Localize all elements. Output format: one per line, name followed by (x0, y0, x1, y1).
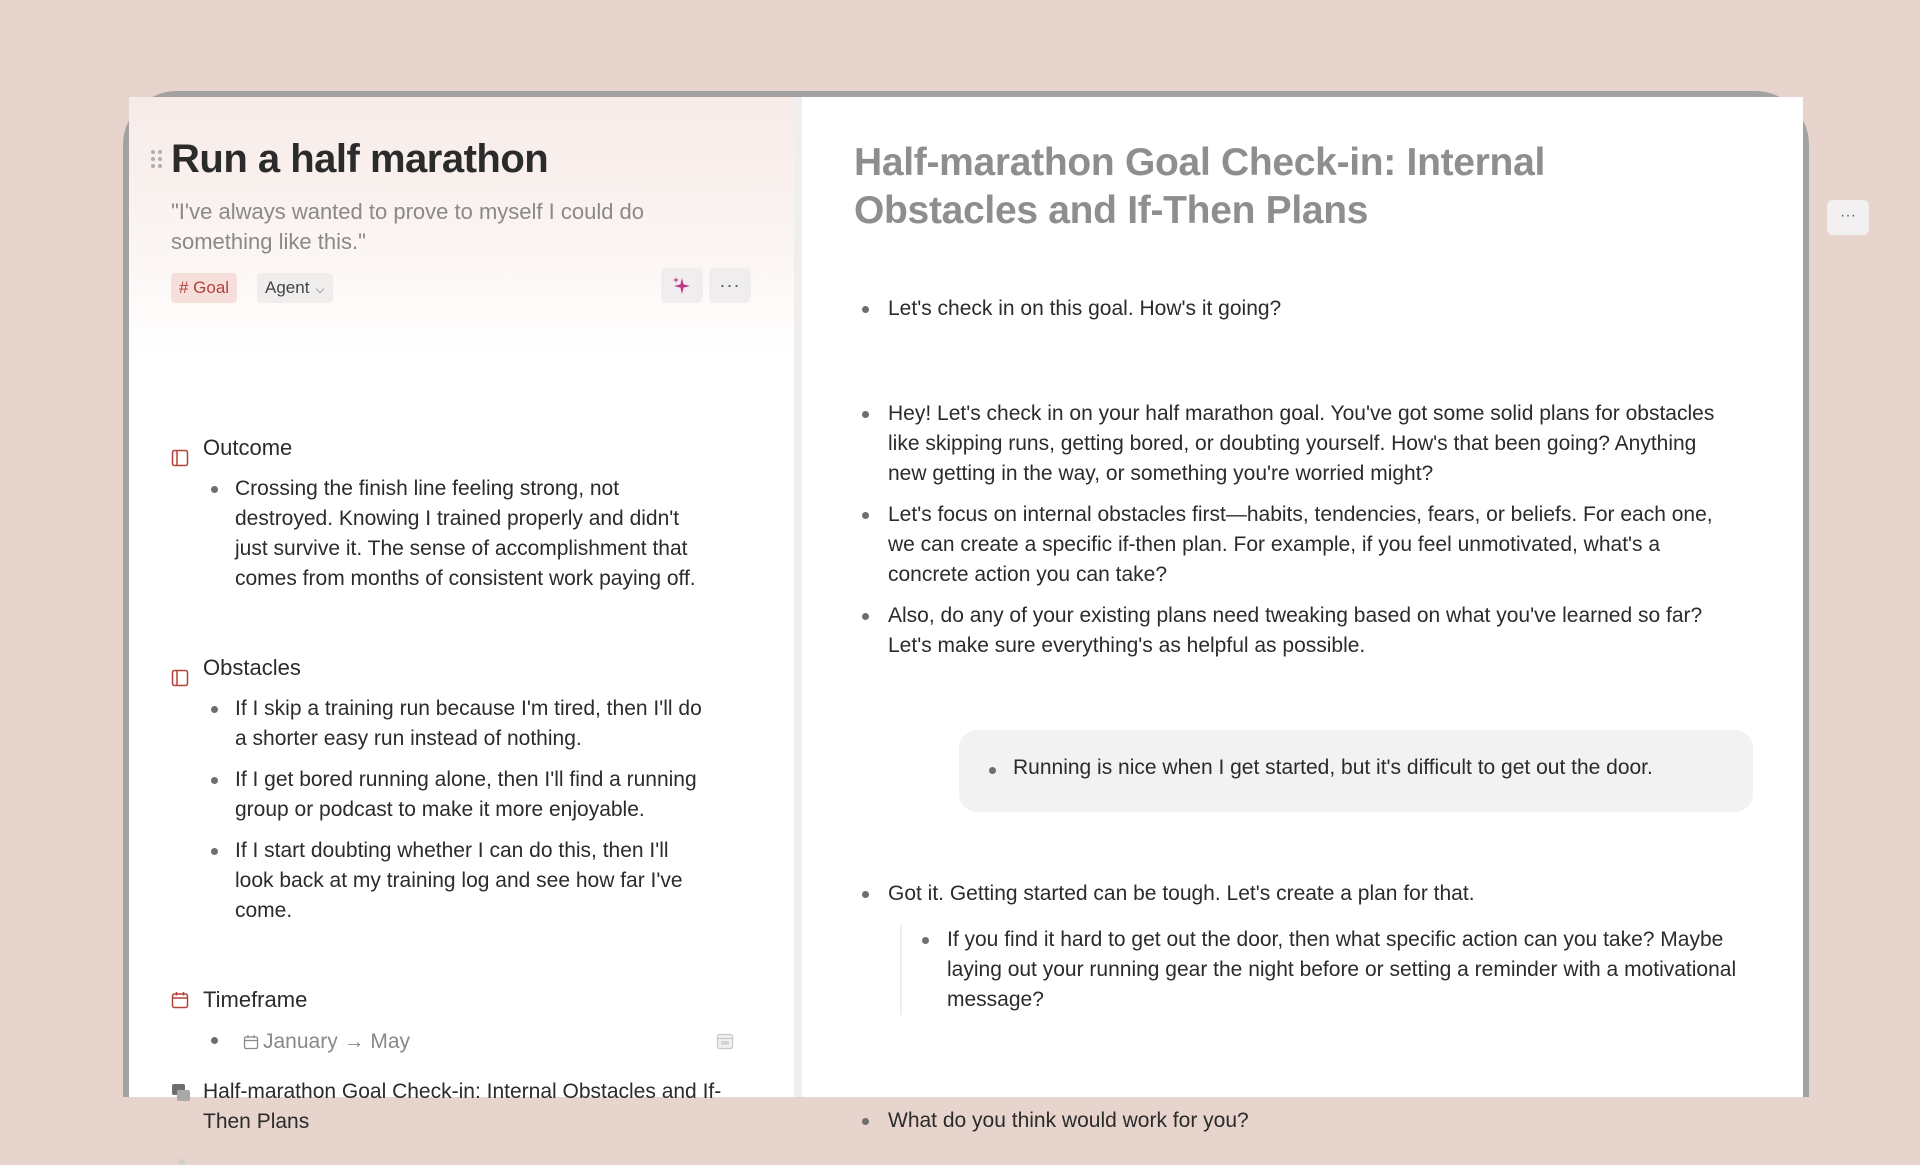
obstacles-label[interactable]: Obstacles (203, 655, 301, 680)
chat-page-icon (171, 1083, 191, 1103)
empty-bullet[interactable] (179, 1159, 185, 1165)
date-picker-icon[interactable] (716, 1032, 734, 1050)
obstacles-list (203, 694, 703, 937)
timeframe-label[interactable]: Timeframe (203, 987, 308, 1012)
agent-dropdown-label: Agent (265, 278, 310, 297)
outcome-list (203, 474, 703, 605)
user-message-bubble (959, 730, 1753, 812)
chat-panel (802, 97, 1856, 1132)
obstacles-section-icon (171, 669, 189, 687)
assistant-message-1 (854, 294, 1734, 335)
message-item[interactable]: Got it. Getting started can be tough. Let's create a plan for that. (854, 879, 1734, 909)
list-item[interactable]: If I get bored running alone, then I'll find a running group or podcast to make it more enjoyable. (203, 765, 703, 825)
assistant-message-3 (854, 879, 1734, 920)
drag-handle-icon[interactable] (151, 150, 165, 172)
chat-title[interactable]: Half-marathon Goal Check-in: Internal Obstacles and If-Then Plans (854, 141, 1545, 232)
message-item[interactable]: Let's focus on internal obstacles first—habits, tendencies, fears, or beliefs. For each one, we can create a specific if-then plan. For example, if you feel unmotivated, what's a concrete action you can take? (854, 500, 1734, 590)
calendar-icon (171, 991, 189, 1009)
outcome-section-icon (171, 449, 189, 467)
date-icon (243, 1034, 259, 1050)
message-item[interactable]: Also, do any of your existing plans need tweaking based on what you've learned so far? Let's make sure everything's as helpful as possible. (854, 601, 1734, 661)
more-options-button[interactable]: ··· (709, 268, 751, 303)
ai-sparkle-button[interactable] (661, 268, 703, 303)
sparkle-icon (672, 276, 692, 296)
message-item[interactable]: What do you think would work for you? (854, 1106, 1734, 1136)
goal-tag[interactable]: # Goal (171, 273, 237, 303)
assistant-message-2 (854, 399, 1734, 672)
linked-checkin-page[interactable]: Half-marathon Goal Check-in: Internal Obstacles and If-Then Plans (203, 1080, 722, 1133)
list-item[interactable]: If I start doubting whether I can do this, then I'll look back at my training log and see how far I've come. (203, 836, 703, 926)
list-item[interactable]: If I skip a training run because I'm tired, then I'll do a shorter easy run instead of nothing. (203, 694, 703, 754)
message-item[interactable]: Let's check in on this goal. How's it going? (854, 294, 1734, 324)
list-item[interactable]: Crossing the finish line feeling strong, not destroyed. Knowing I trained properly and didn't just survive it. The sense of accomplishment that comes from months of consistent work paying off. (203, 474, 703, 594)
agent-dropdown[interactable] (257, 273, 333, 303)
chevron-down-icon: ⌵ (315, 282, 325, 296)
user-message[interactable]: Running is nice when I get started, but it's difficult to get out the door. (1013, 756, 1653, 779)
goal-panel (129, 97, 802, 1133)
goal-quote: "I've always wanted to prove to myself I could do something like this." (171, 199, 645, 254)
message-item[interactable]: Hey! Let's check in on your half marathon goal. You've got some solid plans for obstacles like skipping runs, getting bored, or doubting yourself. How's that been going? Anything new getting in the way, or something you're worried might? (854, 399, 1734, 489)
message-item[interactable]: If you find it hard to get out the door, then what specific action can you take? Maybe laying out your running gear the night before or setting a reminder with a motivational message? (902, 925, 1752, 1015)
chat-more-button[interactable]: ··· (1827, 200, 1869, 235)
nested-suggestion (900, 925, 1752, 1015)
outcome-label[interactable]: Outcome (203, 435, 293, 460)
assistant-message-4 (854, 1106, 1734, 1147)
timeframe-value[interactable] (203, 1030, 410, 1054)
timeframe-range: January → May (263, 1030, 411, 1053)
goal-title[interactable]: Run a half marathon (171, 137, 549, 181)
app-window (123, 91, 1856, 1133)
